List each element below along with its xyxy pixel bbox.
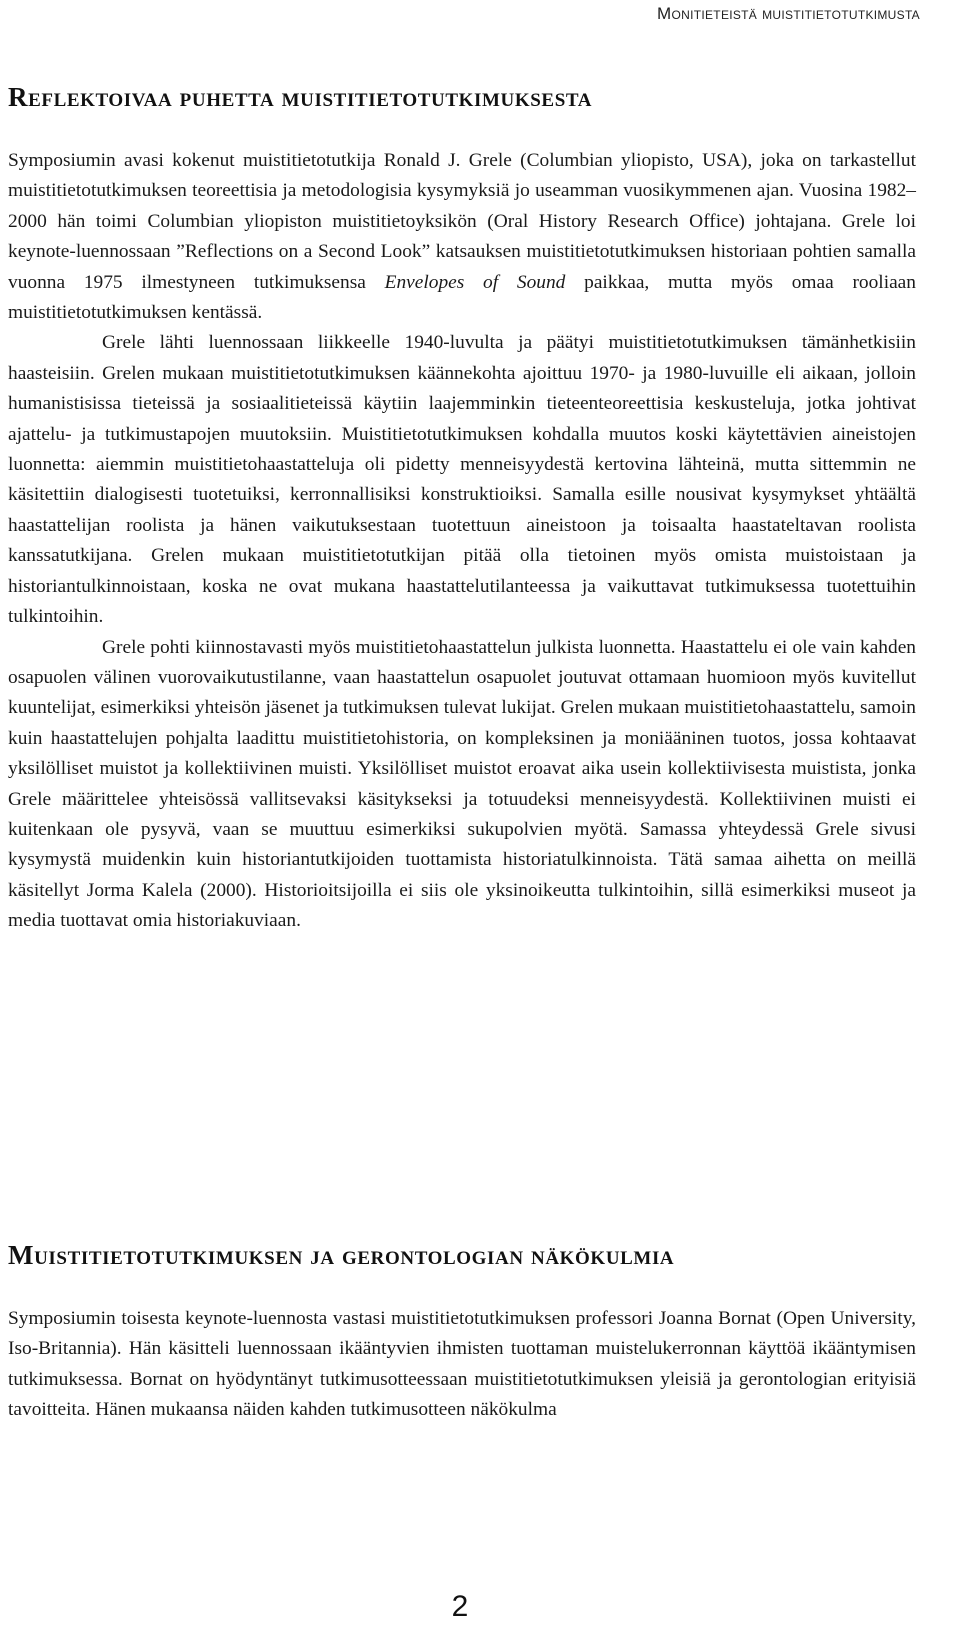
section-heading-reflektoivaa: Reflektoivaa puhetta muistitietotutkimuksesta	[8, 82, 593, 112]
paragraph: Symposiumin toisesta keynote-luennosta vastasi muistitietotutkimuksen professori Joanna Bornat (Open University, Iso-Britannia). Hän käsitteli luennossaan ikääntyvien ihmisten tuottaman muistelukerronnan käyttöä ikääntymisen tutkimuksessa. Bornat on hyödyntänyt tutkimusotteessaan muistitietotutkimuksen yleisiä ja gerontologian erityisiä tavoitteita. Hänen mukaansa näiden kahden tutkimusotteen näkökulma	[8, 1308, 916, 1421]
section-heading-gerontologia: Muistitietotutkimuksen ja gerontologian näkökulmia	[8, 1240, 675, 1270]
paragraph-text: Symposiumin avasi kokenut muistitietotutkija Ronald J. Grele (Columbian yliopisto, USA), joka on tarkastellut muistitietotutkimuksen teoreettisia ja metodologisia kysymyksiä jo useamman vuosikymmenen ajan. Vuosina 1982–2000 hän toimi Columbian yliopiston muistitietoyksikön (Oral History Research Office) johtajana. Grele loi keynote-luennossaan ”Reflections on a Second Look” katsauksen muistitietotutkimuksen historiaan pohtien samalla vuonna 1975 ilmestyneen tutkimuksensa	[8, 150, 916, 293]
paragraph: Grele pohti kiinnostavasti myös muistitietohaastattelun julkista luonnetta. Haastattelu ei ole vain kahden osapuolen välinen vuorovaikutustilanne, vaan haastattelun osapuolet joutuvat ottamaan huomioon myös kuvitellut kuuntelijat, esimerkiksi yhteisön jäsenet ja tutkimuksen tulevat lukijat. Grelen mukaan muistitietohaastattelu, samoin kuin haastattelujen pohjalta laadittu muistitietohistoria, on kompleksinen ja moniääninen tuotos, jossa kohtaavat yksilölliset muistot ja kollektiivinen muisti. Yksilölliset muistot eroavat aika usein kollektiivisesta muistista, jonka Grele määrittelee yhteisössä vallitsevaksi käsitykseksi ja totuudeksi menneisyydestä. Kollektiivinen muisti ei kuitenkaan ole pysyvä, vaan se muuttuu esimerkiksi sukupolvien myötä. Samassa yhteydessä Grele sivusi kysymystä muidenkin kuin historiantutkijoiden tuottamista historiatulkinnoista. Tätä samaa aihetta on meillä käsitellyt Jorma Kalela (2000). Historioitsijoilla ei siis ole yksinoikeutta tulkintoihin, sillä esimerkiksi museot ja media tuottavat omia historiakuviaan.	[8, 636, 916, 932]
section-body-2	[8, 1304, 916, 1426]
page-number: 2	[451, 1590, 469, 1623]
section-body-1	[8, 146, 916, 937]
running-header: Monitieteistä muistitietotutkimusta	[657, 4, 920, 23]
book-title: Envelopes of Sound	[384, 271, 566, 293]
paragraph-text: paikkaa, mutta myös omaa rooliaan muistitietotutkimuksen kentässä.	[8, 271, 916, 324]
paragraph: Grele lähti luennossaan liikkeelle 1940-luvulta ja päätyi muistitietotutkimuksen tämänhetkisiin haasteisiin. Grelen mukaan muistitietotutkimuksen käännekohta ajoittuu 1970- ja 1980-luvuille eli aikaan, jolloin humanistisissa tieteissä ja sosiaalitieteissä käytiin laajemminkin tieteenteoreettisia keskusteluja, jotka johtivat ajattelu- ja tutkimustapojen muutoksiin. Muistitietotutkimuksen kohdalla muutos koski käytettävien aineistojen luonnetta: aiemmin muistitietohaastatteluja oli pidetty menneisyydestä kertovina lähteinä, mutta sittemmin ne käsitettiin dialogisesti tuotetuiksi, kerronnallisiksi konstruktioiksi. Samalla esille nousivat kysymykset yhtäältä haastattelijan roolista ja hänen vaikutuksestaan tuotettuun aineistoon ja toisaalta haastateltavan roolista kanssatutkijana. Grelen mukaan muistitietotutkijan pitää olla tietoinen myös omista muistoistaan ja historiantulkinnoistaan, koska ne ovat mukana haastattelutilanteessa ja vaikuttavat tutkimuksessa tuotettuihin tulkintoihin.	[8, 332, 916, 628]
paragraph	[8, 146, 916, 328]
